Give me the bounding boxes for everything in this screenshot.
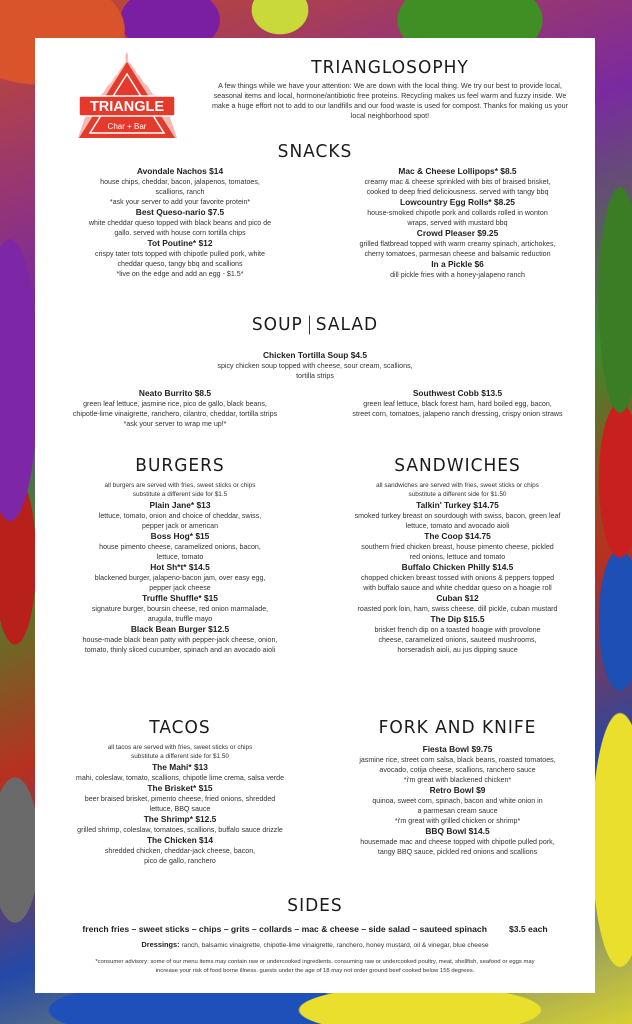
menu-item — [35, 238, 325, 279]
item-note: *i'm great with grilled chicken or shrimp* — [394, 817, 521, 825]
item-desc: gallo. served with house corn tortilla chips — [114, 229, 246, 237]
logo-name: TRIANGLE — [89, 99, 165, 115]
item-desc: beer braised brisket, pimento cheese, fried onions, shredded — [84, 795, 276, 803]
item-desc: a parmesan cream sauce — [417, 807, 498, 815]
item-name: Talkin' Turkey $14.75 — [416, 500, 499, 510]
item-note: *ask your server to wrap me up!* — [123, 420, 227, 428]
triangle-logo — [75, 50, 180, 142]
sandwiches-section — [320, 456, 595, 655]
menu-item — [320, 785, 595, 826]
item-desc: brisket french dip on a toasted hoagie with provolone — [374, 626, 541, 634]
item-name: In a Pickle $6 — [431, 259, 484, 269]
item-name: The Brisket* $15 — [147, 783, 213, 793]
item-desc: grilled flatbread topped with warm creamy spinach, artichokes, — [359, 240, 556, 248]
sides-price: $3.5 each — [508, 924, 548, 934]
item-note: *ask your server to add your favorite protein* — [109, 198, 251, 206]
menu-item — [35, 500, 325, 531]
note-line: substitute a different side for $1.50 — [131, 752, 229, 760]
item-desc: grilled shrimp, coleslaw, tomatoes, scallions, buffalo sauce drizzle — [77, 826, 283, 834]
item-desc: red onions, lettuce and tomato — [409, 553, 506, 561]
item-desc: wraps, served with mustard bbq — [407, 219, 508, 227]
note-line: substitute a different side for $1.5 — [132, 490, 228, 498]
menu-page — [35, 38, 595, 993]
intro-text: A few things while we have your attention: We are down with the local thing. We try our best to provide local, seasonal items and local, hormone/antibiotic free proteins. Recycling makes us feel warm and fuzzy inside. We make a huge effort not to add to our landfills and our food waste is used for compost. Thanks for making us your local neighborhood spot! — [211, 81, 569, 120]
item-desc: smoked turkey breast on sourdough with swiss, bacon, green leaf — [354, 512, 561, 520]
item-desc: chopped chicken breast tossed with onions & peppers topped — [360, 574, 555, 582]
item-desc: house-made black bean patty with pepper-jack cheese, onion, — [82, 636, 278, 644]
menu-item — [320, 228, 595, 259]
item-name: Boss Hog* $15 — [150, 531, 210, 541]
item-desc: arugula, truffle mayo — [147, 615, 213, 623]
menu-item — [35, 207, 325, 238]
item-desc: housemade mac and cheese topped with chipotle pulled pork, — [360, 838, 555, 846]
section-note — [320, 482, 595, 499]
item-name: Retro Bowl $9 — [429, 785, 486, 795]
item-name: Avondale Nachos $14 — [136, 166, 224, 176]
menu-item — [35, 593, 325, 624]
item-desc: lettuce, tomato — [156, 553, 204, 561]
section-title-tacos: TACOS — [149, 717, 211, 739]
item-desc: dill pickle fries with a honey-jalapeno ranch — [390, 271, 525, 279]
item-name: The Coop $14.75 — [424, 531, 491, 541]
item-name: Plain Jane* $13 — [149, 500, 211, 510]
item-desc: pepper jack or american — [141, 522, 219, 530]
item-desc: white cheddar queso topped with black beans and pico de — [88, 219, 272, 227]
menu-item — [320, 259, 595, 280]
item-desc: tomato, thinly sliced cucumber, spinach and an avocado aioli — [84, 646, 276, 654]
item-desc: chipotle-lime vinaigrette, ranchero, cilantro, cheddar, tortilla strips — [72, 410, 278, 418]
menu-item — [320, 166, 595, 197]
menu-item — [320, 500, 595, 531]
item-desc: street corn, tomatoes, jalapeno ranch dressing, crispy onion straws — [352, 410, 563, 418]
note-line: substitute a different side for $1.50 — [408, 490, 507, 498]
menu-item — [35, 783, 325, 814]
item-name: Cuban $12 — [436, 593, 479, 603]
item-desc: lettuce, tomato, onion and choice of cheddar, swiss, — [98, 512, 262, 520]
item-desc: green leaf lettuce, black forest ham, hard boiled egg, bacon, — [363, 400, 552, 408]
item-desc: horseradish aioli, au jus dipping sauce — [397, 646, 518, 654]
section-note — [35, 744, 325, 761]
intro-section — [205, 58, 575, 121]
item-desc: house chips, cheddar, bacon, jalapenos, tomatoes, — [100, 178, 260, 186]
item-desc: house pimento cheese, caramelized onions, bacon, — [99, 543, 261, 551]
menu-item — [35, 814, 325, 835]
item-desc: crispy tater tots topped with chipotle pulled pork, white — [95, 250, 265, 258]
note-line: all tacos are served with fries, sweet sticks or chips — [107, 744, 253, 751]
item-desc: tortilla strips — [296, 372, 334, 380]
item-desc: house-smoked chipotle pork and collards rolled in wonton — [367, 209, 548, 217]
sides-list — [35, 924, 595, 934]
item-desc: lettuce, BBQ sauce — [149, 805, 211, 813]
burgers-section — [35, 456, 325, 655]
item-desc: mahi, coleslaw, tomato, scallions, chipotle lime crema, salsa verde — [75, 774, 285, 782]
section-title-sandwiches: SANDWICHES — [394, 455, 521, 477]
item-desc: blackened burger, jalapeno-bacon jam, over easy egg, — [94, 574, 266, 582]
section-title-fork-and-knife: FORK AND KNIFE — [378, 717, 537, 739]
soup-title: SOUP — [251, 314, 303, 336]
item-name: The Chicken $14 — [146, 835, 214, 845]
menu-item — [320, 614, 595, 655]
menu-item — [35, 762, 325, 783]
section-title-snacks: SNACKS — [277, 141, 353, 163]
item-name: BBQ Bowl $14.5 — [425, 826, 490, 836]
item-desc: scallions, ranch — [155, 188, 205, 196]
sides-items: french fries – sweet sticks – chips – grits – collards – mac & cheese – side salad – sauteed spinach — [82, 924, 487, 934]
item-name: Chicken Tortilla Soup $4.5 — [262, 350, 368, 360]
item-desc: roasted pork loin, ham, swiss cheese, dill pickle, cuban mustard — [357, 605, 558, 613]
menu-item — [35, 562, 325, 593]
item-desc: jasmine rice, street corn salsa, black beans, roasted tomatoes, — [359, 756, 556, 764]
item-name: Neato Burrito $8.5 — [138, 388, 212, 398]
salad-left-item — [35, 388, 315, 429]
item-desc: avocado, cotija cheese, scallions, ranchero sauce — [379, 766, 536, 774]
item-name: Buffalo Chicken Philly $14.5 — [401, 562, 514, 572]
item-name: The Shrimp* $12.5 — [143, 814, 217, 824]
item-desc: cooked to deep fried deliciousness. served with tangy bbq — [366, 188, 549, 196]
item-desc: quinoa, sweet corn, spinach, bacon and white onion in — [372, 797, 543, 805]
item-desc: lettuce, tomato and avocado aioli — [405, 522, 510, 530]
item-name: Fiesta Bowl $9.75 — [422, 744, 493, 754]
menu-item — [35, 624, 325, 655]
tacos-section — [35, 718, 325, 866]
fork-knife-section — [320, 718, 595, 857]
menu-item — [320, 562, 595, 593]
item-desc: southern fried chicken breast, house pimento cheese, pickled — [361, 543, 554, 551]
item-name: Truffle Shuffle* $15 — [142, 593, 218, 603]
flame-triangle-logo-icon — [75, 50, 180, 142]
item-desc: pepper jack cheese — [149, 584, 211, 592]
item-name: Mac & Cheese Lollipops* $8.5 — [398, 166, 517, 176]
consumer-advisory — [45, 958, 585, 976]
item-name: Tot Poutine* $12 — [147, 238, 213, 248]
item-note: *live on the edge and add an egg - $1.5* — [116, 270, 244, 278]
advisory-line: increase your risk of food borne illness. guests under the age of 18 may not order ground beef cooked below 155 degrees. — [155, 968, 475, 974]
item-desc: creamy mac & cheese sprinkled with bits of braised brisket, — [364, 178, 551, 186]
section-title-burgers: BURGERS — [135, 455, 225, 477]
title-divider — [309, 316, 310, 335]
note-line: all burgers are served with fries, sweet sticks or chips — [104, 482, 256, 489]
menu-item — [35, 166, 325, 207]
item-name: The Mahi* $13 — [152, 762, 208, 772]
item-name: Southwest Cobb $13.5 — [412, 388, 503, 398]
item-desc: shredded chicken, cheddar-jack cheese, bacon, — [104, 847, 256, 855]
item-name: Hot Sh*t* $14.5 — [150, 562, 210, 572]
item-desc: with buffalo sauce and white cheddar queso on a hoagie roll — [363, 584, 552, 592]
snacks-left-column — [35, 166, 325, 279]
item-desc: green leaf lettuce, jasmine rice, pico de gallo, black beans, — [83, 400, 267, 408]
section-title-soup-salad — [35, 315, 595, 336]
menu-item — [320, 744, 595, 785]
menu-item — [320, 197, 595, 228]
item-name: Lowcountry Egg Rolls* $8.25 — [400, 197, 515, 207]
item-desc: pico de gallo, ranchero — [144, 857, 216, 865]
section-title-sides: SIDES — [287, 895, 343, 917]
snacks-right-column — [320, 166, 595, 280]
advisory-line: *consumer advisory: some of our menu items may contain raw or undercooked ingredients. consuming raw or undercooked poultry, meat, shellfish, seafood or eggs may — [95, 959, 535, 965]
item-name: Crowd Pleaser $9.25 — [416, 228, 499, 238]
salad-title: SALAD — [315, 314, 379, 336]
salad-right-item — [320, 388, 595, 419]
item-desc: signature burger, boursin cheese, red onion marmalade, — [91, 605, 269, 613]
menu-item — [35, 531, 325, 562]
intro-title: TRIANGLOSOPHY — [311, 57, 469, 79]
item-desc: spicy chicken soup topped with cheese, sour cream, scallions, — [217, 362, 413, 370]
dressings-list: ranch, balsamic vinaigrette, chipotle-lime vinaigrette, ranchero, honey mustard, oil & vinegar, blue cheese — [181, 942, 489, 949]
menu-item — [320, 531, 595, 562]
item-desc: cherry tomatoes, parmesan cheese and balsamic reduction — [364, 250, 551, 258]
item-desc: cheddar queso, tangy bbq and scallions — [117, 260, 243, 268]
logo-tagline: Char + Bar — [107, 122, 147, 131]
menu-item — [320, 593, 595, 614]
dressings-line — [35, 940, 595, 949]
menu-item — [35, 835, 325, 866]
item-name: The Dip $15.5 — [430, 614, 485, 624]
item-desc: tangy BBQ sauce, pickled red onions and scallions — [377, 848, 538, 856]
item-note: *i'm great with blackened chicken* — [403, 776, 512, 784]
item-name: Black Bean Burger $12.5 — [130, 624, 230, 634]
item-name: Best Queso-nario $7.5 — [135, 207, 225, 217]
menu-item — [320, 826, 595, 857]
dressings-label: Dressings: — [141, 940, 180, 949]
section-note — [35, 482, 325, 499]
soup-item — [165, 350, 465, 381]
note-line: all sandwiches are served with fries, sweet sticks or chips — [376, 482, 539, 489]
item-desc: cheese, caramelized onions, sauteed mushrooms, — [378, 636, 537, 644]
